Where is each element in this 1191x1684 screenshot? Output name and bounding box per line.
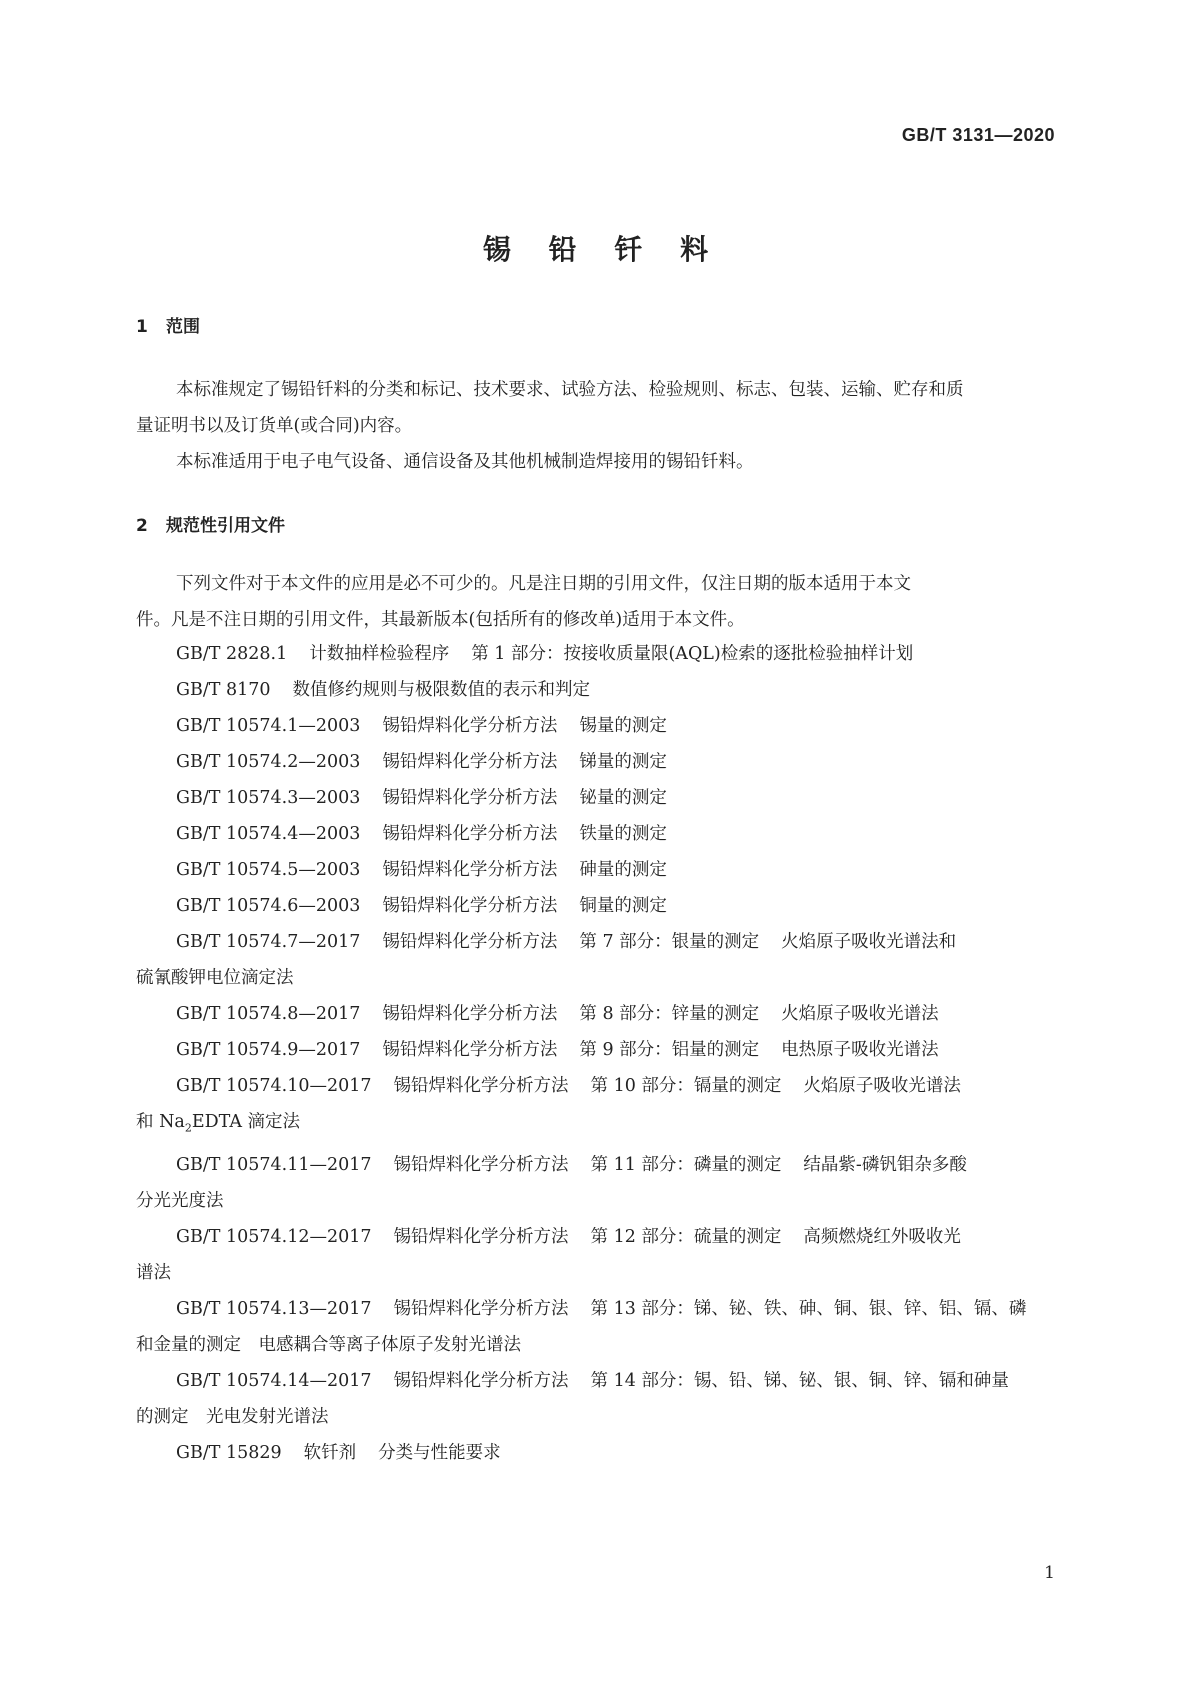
scope-para2-line1: 本标准适用于电子电气设备、通信设备及其他机械制造焊接用的锡铅钎料。: [176, 452, 754, 472]
reference-item: [136, 888, 1056, 924]
ref-part: 铜量的测定: [579, 896, 667, 916]
section-2-intro: [136, 566, 1056, 638]
reference-item: [136, 708, 1056, 744]
ref-part: 铁量的测定: [579, 824, 667, 844]
standard-code: GB/T 3131—2020: [901, 125, 1055, 145]
reference-item: [136, 1147, 1056, 1219]
ref-continuation: 的测定 光电发射光谱法: [136, 1406, 329, 1427]
reference-item: [136, 1068, 1056, 1147]
reference-item: [136, 780, 1056, 816]
ref-code: GB/T 10574.6—2003: [176, 896, 361, 916]
section-1-title: 范围: [166, 317, 200, 337]
ref-cont-text: 和 Na: [136, 1112, 185, 1132]
ref-code: GB/T 10574.11—2017: [176, 1154, 372, 1175]
ref-code: GB/T 10574.5—2003: [176, 860, 361, 880]
scope-para1-line1: 本标准规定了锡铅钎料的分类和标记、技术要求、试验方法、检验规则、标志、包装、运输、贮存和质: [176, 380, 964, 400]
ref-part: 第 9 部分：铝量的测定: [579, 1040, 760, 1060]
ref-title: 锡铅焊料化学分析方法: [382, 752, 558, 772]
reference-item: [136, 924, 1056, 996]
ref-part: 分类与性能要求: [378, 1442, 501, 1463]
ref-code: GB/T 10574.7—2017: [176, 932, 361, 952]
ref-part: 第 14 部分：锡、铅、锑、铋、银、铜、锌、镉和砷量: [590, 1370, 1009, 1391]
ref-code: GB/T 10574.12—2017: [176, 1226, 372, 1247]
ref-part: 锡量的测定: [579, 716, 667, 736]
reference-item: [136, 852, 1056, 888]
ref-title: 锡铅焊料化学分析方法: [382, 1004, 558, 1024]
refs-intro-line1: 下列文件对于本文件的应用是必不可少的。凡是注日期的引用文件，仅注日期的版本适用于本文: [176, 574, 911, 594]
section-2-heading: [136, 511, 285, 536]
ref-code: GB/T 10574.1—2003: [176, 716, 361, 736]
ref-continuation: [136, 1104, 1056, 1147]
reference-list: [136, 636, 1056, 1471]
refs-intro-line2: 件。凡是不注日期的引用文件，其最新版本(包括所有的修改单)适用于本文件。: [136, 610, 745, 630]
page-number: 1: [1044, 1563, 1055, 1583]
ref-continuation: 谱法: [136, 1262, 171, 1283]
reference-item: [136, 816, 1056, 852]
ref-code: GB/T 10574.4—2003: [176, 824, 361, 844]
ref-title: 锡铅焊料化学分析方法: [382, 860, 558, 880]
ref-cont-subscript: 2: [184, 1121, 192, 1135]
ref-method: 火焰原子吸收光谱法: [803, 1076, 961, 1096]
ref-method: 结晶紫-磷钒钼杂多酸: [803, 1154, 967, 1175]
ref-code: GB/T 10574.8—2017: [176, 1004, 361, 1024]
ref-part: 第 8 部分：锌量的测定: [579, 1004, 760, 1024]
ref-title: 锡铅焊料化学分析方法: [382, 788, 558, 808]
ref-continuation: 和金量的测定 电感耦合等离子体原子发射光谱法: [136, 1334, 521, 1355]
ref-part: 锑量的测定: [579, 752, 667, 772]
ref-code: GB/T 15829: [176, 1442, 282, 1463]
ref-title: 锡铅焊料化学分析方法: [382, 896, 558, 916]
reference-item: [136, 1291, 1056, 1363]
ref-method: 高频燃烧红外吸收光: [803, 1226, 961, 1247]
ref-title: 锡铅焊料化学分析方法: [393, 1226, 569, 1247]
section-2-number: 2: [136, 516, 148, 536]
ref-title: 软钎剂: [303, 1442, 357, 1463]
ref-part: 第 10 部分：镉量的测定: [590, 1076, 782, 1096]
section-1-body: [136, 372, 1056, 480]
ref-title: 锡铅焊料化学分析方法: [382, 824, 558, 844]
ref-part: 第 12 部分：硫量的测定: [590, 1226, 782, 1247]
reference-item: [136, 1032, 1056, 1068]
section-1-number: 1: [136, 317, 148, 337]
reference-item: [136, 636, 1056, 672]
ref-code: GB/T 10574.13—2017: [176, 1298, 372, 1319]
ref-part: 砷量的测定: [579, 860, 667, 880]
ref-code: GB/T 10574.14—2017: [176, 1370, 372, 1391]
ref-method: 电热原子吸收光谱法: [781, 1040, 939, 1060]
section-2-title: 规范性引用文件: [166, 516, 285, 536]
ref-method: 火焰原子吸收光谱法和: [781, 932, 957, 952]
ref-part: 第 1 部分：按接收质量限(AQL)检索的逐批检验抽样计划: [471, 644, 914, 664]
reference-item: [136, 1363, 1056, 1435]
document-title: 锡 铅 钎 料: [482, 233, 723, 266]
ref-title: 锡铅焊料化学分析方法: [382, 716, 558, 736]
ref-code: GB/T 10574.9—2017: [176, 1040, 361, 1060]
ref-part: 第 7 部分：银量的测定: [579, 932, 760, 952]
ref-code: GB/T 2828.1: [176, 644, 288, 664]
reference-item: [136, 1435, 1056, 1471]
ref-title: 锡铅焊料化学分析方法: [393, 1298, 569, 1319]
ref-title: 锡铅焊料化学分析方法: [393, 1076, 569, 1096]
ref-title: 计数抽样检验程序: [309, 644, 450, 664]
ref-title: 数值修约规则与极限数值的表示和判定: [292, 680, 591, 700]
reference-item: [136, 1219, 1056, 1291]
reference-item: [136, 996, 1056, 1032]
reference-item: [136, 744, 1056, 780]
ref-continuation: 分光光度法: [136, 1190, 224, 1211]
ref-title: 锡铅焊料化学分析方法: [382, 932, 558, 952]
ref-code: GB/T 10574.3—2003: [176, 788, 361, 808]
ref-method: 火焰原子吸收光谱法: [781, 1004, 939, 1024]
ref-title: 锡铅焊料化学分析方法: [393, 1154, 569, 1175]
ref-code: GB/T 10574.10—2017: [176, 1076, 372, 1096]
ref-code: GB/T 10574.2—2003: [176, 752, 361, 772]
ref-cont-text: EDTA 滴定法: [191, 1112, 301, 1132]
ref-code: GB/T 8170: [176, 680, 271, 700]
ref-part: 第 13 部分：锑、铋、铁、砷、铜、银、锌、铝、镉、磷: [590, 1298, 1027, 1319]
ref-title: 锡铅焊料化学分析方法: [382, 1040, 558, 1060]
ref-title: 锡铅焊料化学分析方法: [393, 1370, 569, 1391]
reference-item: [136, 672, 1056, 708]
section-1-heading: [136, 312, 200, 337]
ref-continuation: 硫氰酸钾电位滴定法: [136, 968, 294, 988]
scope-para1-line2: 量证明书以及订货单(或合同)内容。: [136, 416, 413, 436]
ref-part: 铋量的测定: [579, 788, 667, 808]
ref-part: 第 11 部分：磷量的测定: [590, 1154, 782, 1175]
